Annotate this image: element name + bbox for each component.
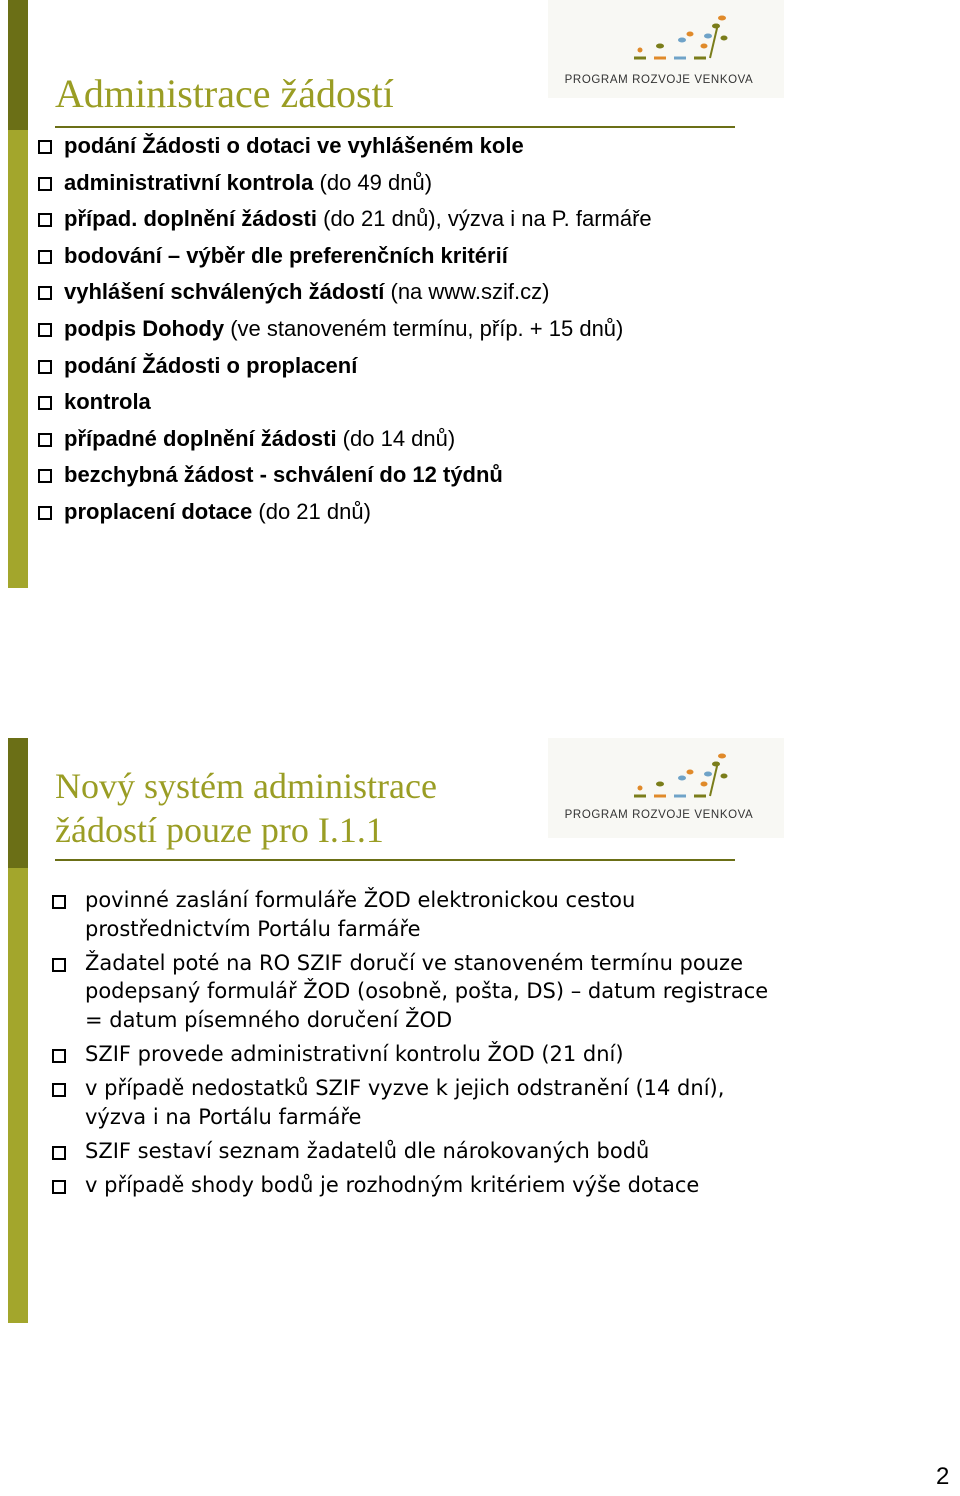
bullet-list — [52, 886, 782, 1205]
list-item: povinné zaslání formuláře ŽOD elektronickou cestou prostřednictvím Portálu farmáře — [52, 886, 782, 943]
hollow-square-icon — [52, 895, 66, 909]
hollow-square-icon — [38, 396, 52, 410]
list-item: vyhlášení schválených žádostí (na www.szif.cz) — [38, 274, 798, 311]
hollow-square-icon — [52, 1180, 66, 1194]
title-underline — [55, 859, 735, 861]
list-item: bodování – výběr dle preferenčních kritérií — [38, 238, 798, 275]
slide-administrace — [0, 0, 800, 588]
hollow-square-icon — [52, 1083, 66, 1097]
hollow-square-icon — [38, 213, 52, 227]
program-logo-text: PROGRAM ROZVOJE VENKOVA — [564, 74, 754, 86]
hollow-square-icon — [38, 469, 52, 483]
hollow-square-icon — [38, 250, 52, 264]
list-item: administrativní kontrola (do 49 dnů) — [38, 165, 798, 202]
program-logo-icon — [608, 748, 748, 808]
list-item: podání Žádosti o dotaci ve vyhlášeném kole — [38, 128, 798, 165]
hollow-square-icon — [38, 433, 52, 447]
list-item: proplacení dotace (do 21 dnů) — [38, 494, 798, 531]
list-item: v případě shody bodů je rozhodným kritériem výše dotace — [52, 1171, 782, 1200]
side-bar-dark-band — [8, 738, 28, 868]
slide-title — [55, 764, 437, 852]
program-logo-text: PROGRAM ROZVOJE VENKOVA — [564, 809, 754, 821]
hollow-square-icon — [38, 323, 52, 337]
list-item: bezchybná žádost - schválení do 12 týdnů — [38, 457, 798, 494]
hollow-square-icon — [38, 140, 52, 154]
slide-side-bar — [8, 0, 28, 588]
slide-title-line: žádostí pouze pro I.1.1 — [55, 810, 384, 850]
list-item: podpis Dohody (ve stanoveném termínu, příp. + 15 dnů) — [38, 311, 798, 348]
list-item: podání Žádosti o proplacení — [38, 348, 798, 385]
hollow-square-icon — [38, 360, 52, 374]
hollow-square-icon — [52, 1146, 66, 1160]
list-item: SZIF sestaví seznam žadatelů dle nárokovaných bodů — [52, 1137, 782, 1166]
list-item: Žadatel poté na RO SZIF doručí ve stanoveném termínu pouze podepsaný formulář ŽOD (osobně, pošta, DS) – datum registrace = datum písemného doručení ŽOD — [52, 949, 782, 1035]
hollow-square-icon — [38, 506, 52, 520]
program-logo-icon — [608, 10, 748, 70]
hollow-square-icon — [52, 958, 66, 972]
hollow-square-icon — [38, 177, 52, 191]
list-item: případné doplnění žádosti (do 14 dnů) — [38, 421, 798, 458]
hollow-square-icon — [38, 286, 52, 300]
hollow-square-icon — [52, 1049, 66, 1063]
list-item: v případě nedostatků SZIF vyzve k jejich odstranění (14 dní), výzva i na Portálu farmáře — [52, 1074, 782, 1131]
list-item: SZIF provede administrativní kontrolu ŽOD (21 dní) — [52, 1040, 782, 1069]
slide-novy-system — [0, 738, 800, 1323]
bullet-list — [38, 128, 798, 531]
list-item: případ. doplnění žádosti (do 21 dnů), výzva i na P. farmáře — [38, 201, 798, 238]
page-number: 2 — [936, 1463, 950, 1490]
slide-title-line: Nový systém administrace — [55, 766, 437, 806]
program-logo — [548, 0, 784, 98]
slide-side-bar — [8, 738, 28, 1323]
list-item: kontrola — [38, 384, 798, 421]
slide-title: Administrace žádostí — [55, 71, 394, 116]
side-bar-dark-band — [8, 0, 28, 130]
program-logo — [548, 738, 784, 838]
